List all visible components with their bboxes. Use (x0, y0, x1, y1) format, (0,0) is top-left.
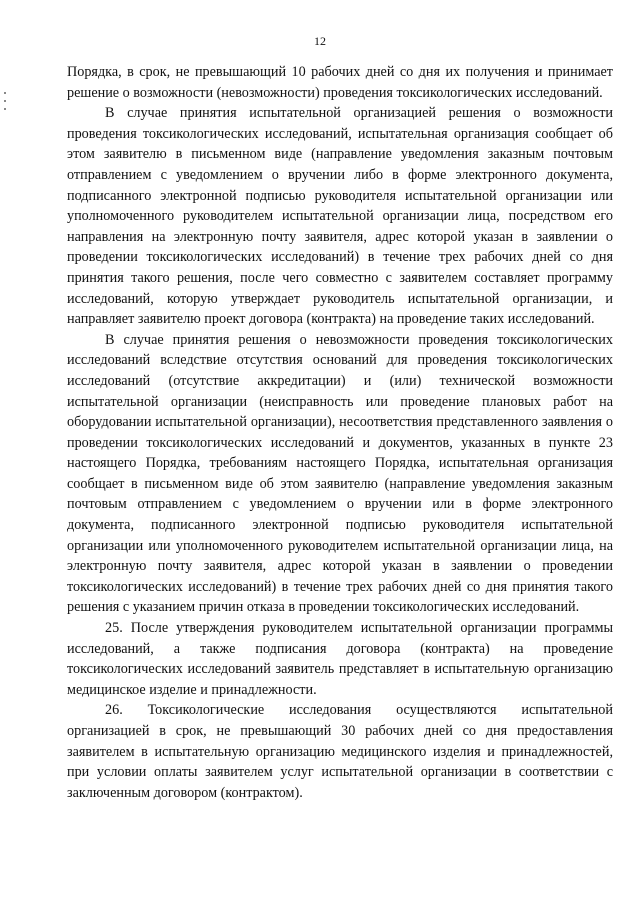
document-body (67, 62, 613, 803)
paragraph-item-26: 26. Токсикологические исследования осуществляются испытательной организацией в срок, не превышающий 30 рабочих дней со дня предоставления заявителем в испытательную организацию медицинского изделия и принадлежностей, при условии оплаты заявителем услуг испытательной организации в соответствии с заключенным договором (контрактом). (67, 702, 613, 801)
page-number: 12 (314, 34, 326, 48)
paragraph-continuation: Порядка, в срок, не превышающий 10 рабочих дней со дня их получения и принимает решение о возможности (невозможности) проведения токсикологических исследований. (67, 64, 613, 101)
scan-dot (4, 92, 6, 94)
paragraph-decision-possible: В случае принятия испытательной организацией решения о возможности проведения токсикологических исследований, испытательная организация сообщает об этом заявителю в письменном виде (направление уведомления заказным почтовым отправлением с уведомлением о вручении либо в форме электронного документа, подписанного электронной подписью руководителя испытательной организации или уполномоченного руководителем испытательной организации лица, посредством его направления на электронную почту заявителя, адрес которой указан в заявлении о проведении токсикологических исследований) в течение трех рабочих дней со дня принятия такого решения, после чего совместно с заявителем составляет программу исследований, которую утверждает руководитель испытательной организации, и направляет заявителю проект договора (контракта) на проведение таких исследований. (67, 105, 613, 328)
margin-scan-marks (4, 92, 7, 122)
paragraph-decision-impossible: В случае принятия решения о невозможности проведения токсикологических исследований вследствие отсутствия оснований для проведения токсикологических исследований (отсутствие аккредитации) и (или) технической возможности испытательной организации (неисправность или проведение плановых работ на оборудовании испытательной организации), несоответствия представленного заявления о проведении токсикологических исследований и документов, указанных в пункте 23 настоящего Порядка, требованиям настоящего Порядка, испытательная организация сообщает в письменном виде об этом заявителю (направление уведомления заказным почтовым отправлением с уведомлением о вручении или в форме электронного документа, подписанного электронной подписью руководителя испытательной организации или уполномоченного руководителем испытательной организации лица, на электронную почту заявителя, адрес которой указан в заявлении о проведении токсикологических исследований) в течение трех рабочих дней со дня принятия такого решения с указанием причин отказа в проведении токсикологических исследований. (67, 331, 613, 616)
paragraph-item-25: 25. После утверждения руководителем испытательной организации программы исследований, а также подписания договора (контракта) на проведение токсикологических исследований заявитель представляет в испытательную организацию медицинское изделие и принадлежности. (67, 620, 613, 698)
scan-dot (4, 100, 6, 102)
scan-dot (4, 108, 6, 110)
